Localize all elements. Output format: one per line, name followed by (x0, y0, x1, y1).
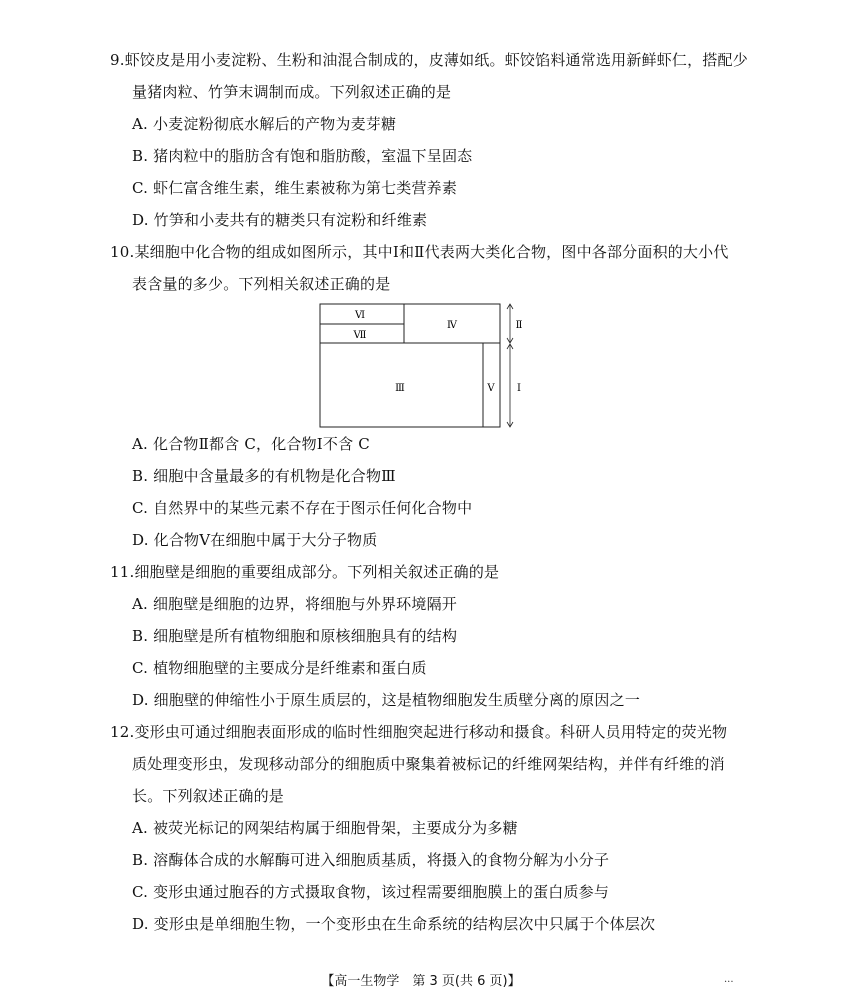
q12-stem-line-3: 长。下列叙述正确的是 (132, 787, 285, 805)
q11-option-b: B. 细胞壁是所有植物细胞和原核细胞具有的结构 (132, 627, 458, 645)
q11-option-d: D. 细胞壁的伸缩性小于原生质层的，这是植物细胞发生质壁分离的原因之一 (132, 691, 641, 709)
q10-option-a: A. 化合物Ⅱ都含 C，化合物Ⅰ不含 C (132, 435, 370, 453)
label-ii: Ⅱ (515, 320, 523, 331)
label-vi: Ⅵ (354, 310, 366, 321)
q12-option-d: D. 变形虫是单细胞生物，一个变形虫在生命系统的结构层次中只属于个体层次 (132, 915, 656, 933)
q12-stem-line-2: 质处理变形虫，发现移动部分的细胞质中聚集着被标记的纤维网架结构，并伴有纤维的消 (132, 755, 725, 773)
q11-stem-line-1: 11.细胞壁是细胞的重要组成部分。下列相关叙述正确的是 (110, 563, 500, 581)
q9-option-c: C. 虾仁富含维生素，维生素被称为第七类营养素 (132, 179, 458, 197)
label-vii: Ⅶ (353, 330, 367, 341)
q9-option-b: B. 猪肉粒中的脂肪含有饱和脂肪酸，室温下呈固态 (132, 147, 473, 165)
label-v: Ⅴ (487, 383, 495, 394)
label-i: Ⅰ (517, 383, 521, 394)
q9-stem-line-2: 量猪肉粒、竹笋末调制而成。下列叙述正确的是 (132, 83, 452, 101)
q9-stem-line-1: 9.虾饺皮是用小麦淀粉、生粉和油混合制成的，皮薄如纸。虾饺馅料通常选用新鲜虾仁，搭配少 (110, 51, 748, 69)
q10-stem-line-1: 10.某细胞中化合物的组成如图所示，其中Ⅰ和Ⅱ代表两大类化合物，图中各部分面积的大小代 (110, 243, 729, 261)
q12-option-c: C. 变形虫通过胞吞的方式摄取食物，该过程需要细胞膜上的蛋白质参与 (132, 883, 610, 901)
q10-option-b: B. 细胞中含量最多的有机物是化合物Ⅲ (132, 467, 396, 485)
corner-mark: ... (724, 974, 734, 985)
diagram-outer-box (320, 304, 500, 427)
q12-stem-line-1: 12.变形虫可通过细胞表面形成的临时性细胞突起进行移动和摄食。科研人员用特定的荧光物 (110, 723, 728, 741)
label-iii: Ⅲ (395, 383, 405, 394)
q10-option-d: D. 化合物Ⅴ在细胞中属于大分子物质 (132, 531, 378, 549)
q12-option-b: B. 溶酶体合成的水解酶可进入细胞质基质，将摄入的食物分解为小分子 (132, 851, 610, 869)
q9-option-a: A. 小麦淀粉彻底水解后的产物为麦芽糖 (132, 115, 397, 133)
q10-stem-line-2: 表含量的多少。下列相关叙述正确的是 (132, 275, 391, 293)
q12-option-a: A. 被荧光标记的网架结构属于细胞骨架，主要成分为多糖 (132, 819, 518, 837)
q11-option-a: A. 细胞壁是细胞的边界，将细胞与外界环境隔开 (132, 595, 457, 613)
page-footer: 【高一生物学 第 3 页(共 6 页)】 (321, 974, 521, 989)
label-iv: Ⅳ (447, 320, 457, 331)
q11-option-c: C. 植物细胞壁的主要成分是纤维素和蛋白质 (132, 659, 427, 677)
q10-option-c: C. 自然界中的某些元素不存在于图示任何化合物中 (132, 499, 473, 517)
q9-option-d: D. 竹笋和小麦共有的糖类只有淀粉和纤维素 (132, 211, 428, 229)
compound-area-diagram (318, 303, 530, 429)
